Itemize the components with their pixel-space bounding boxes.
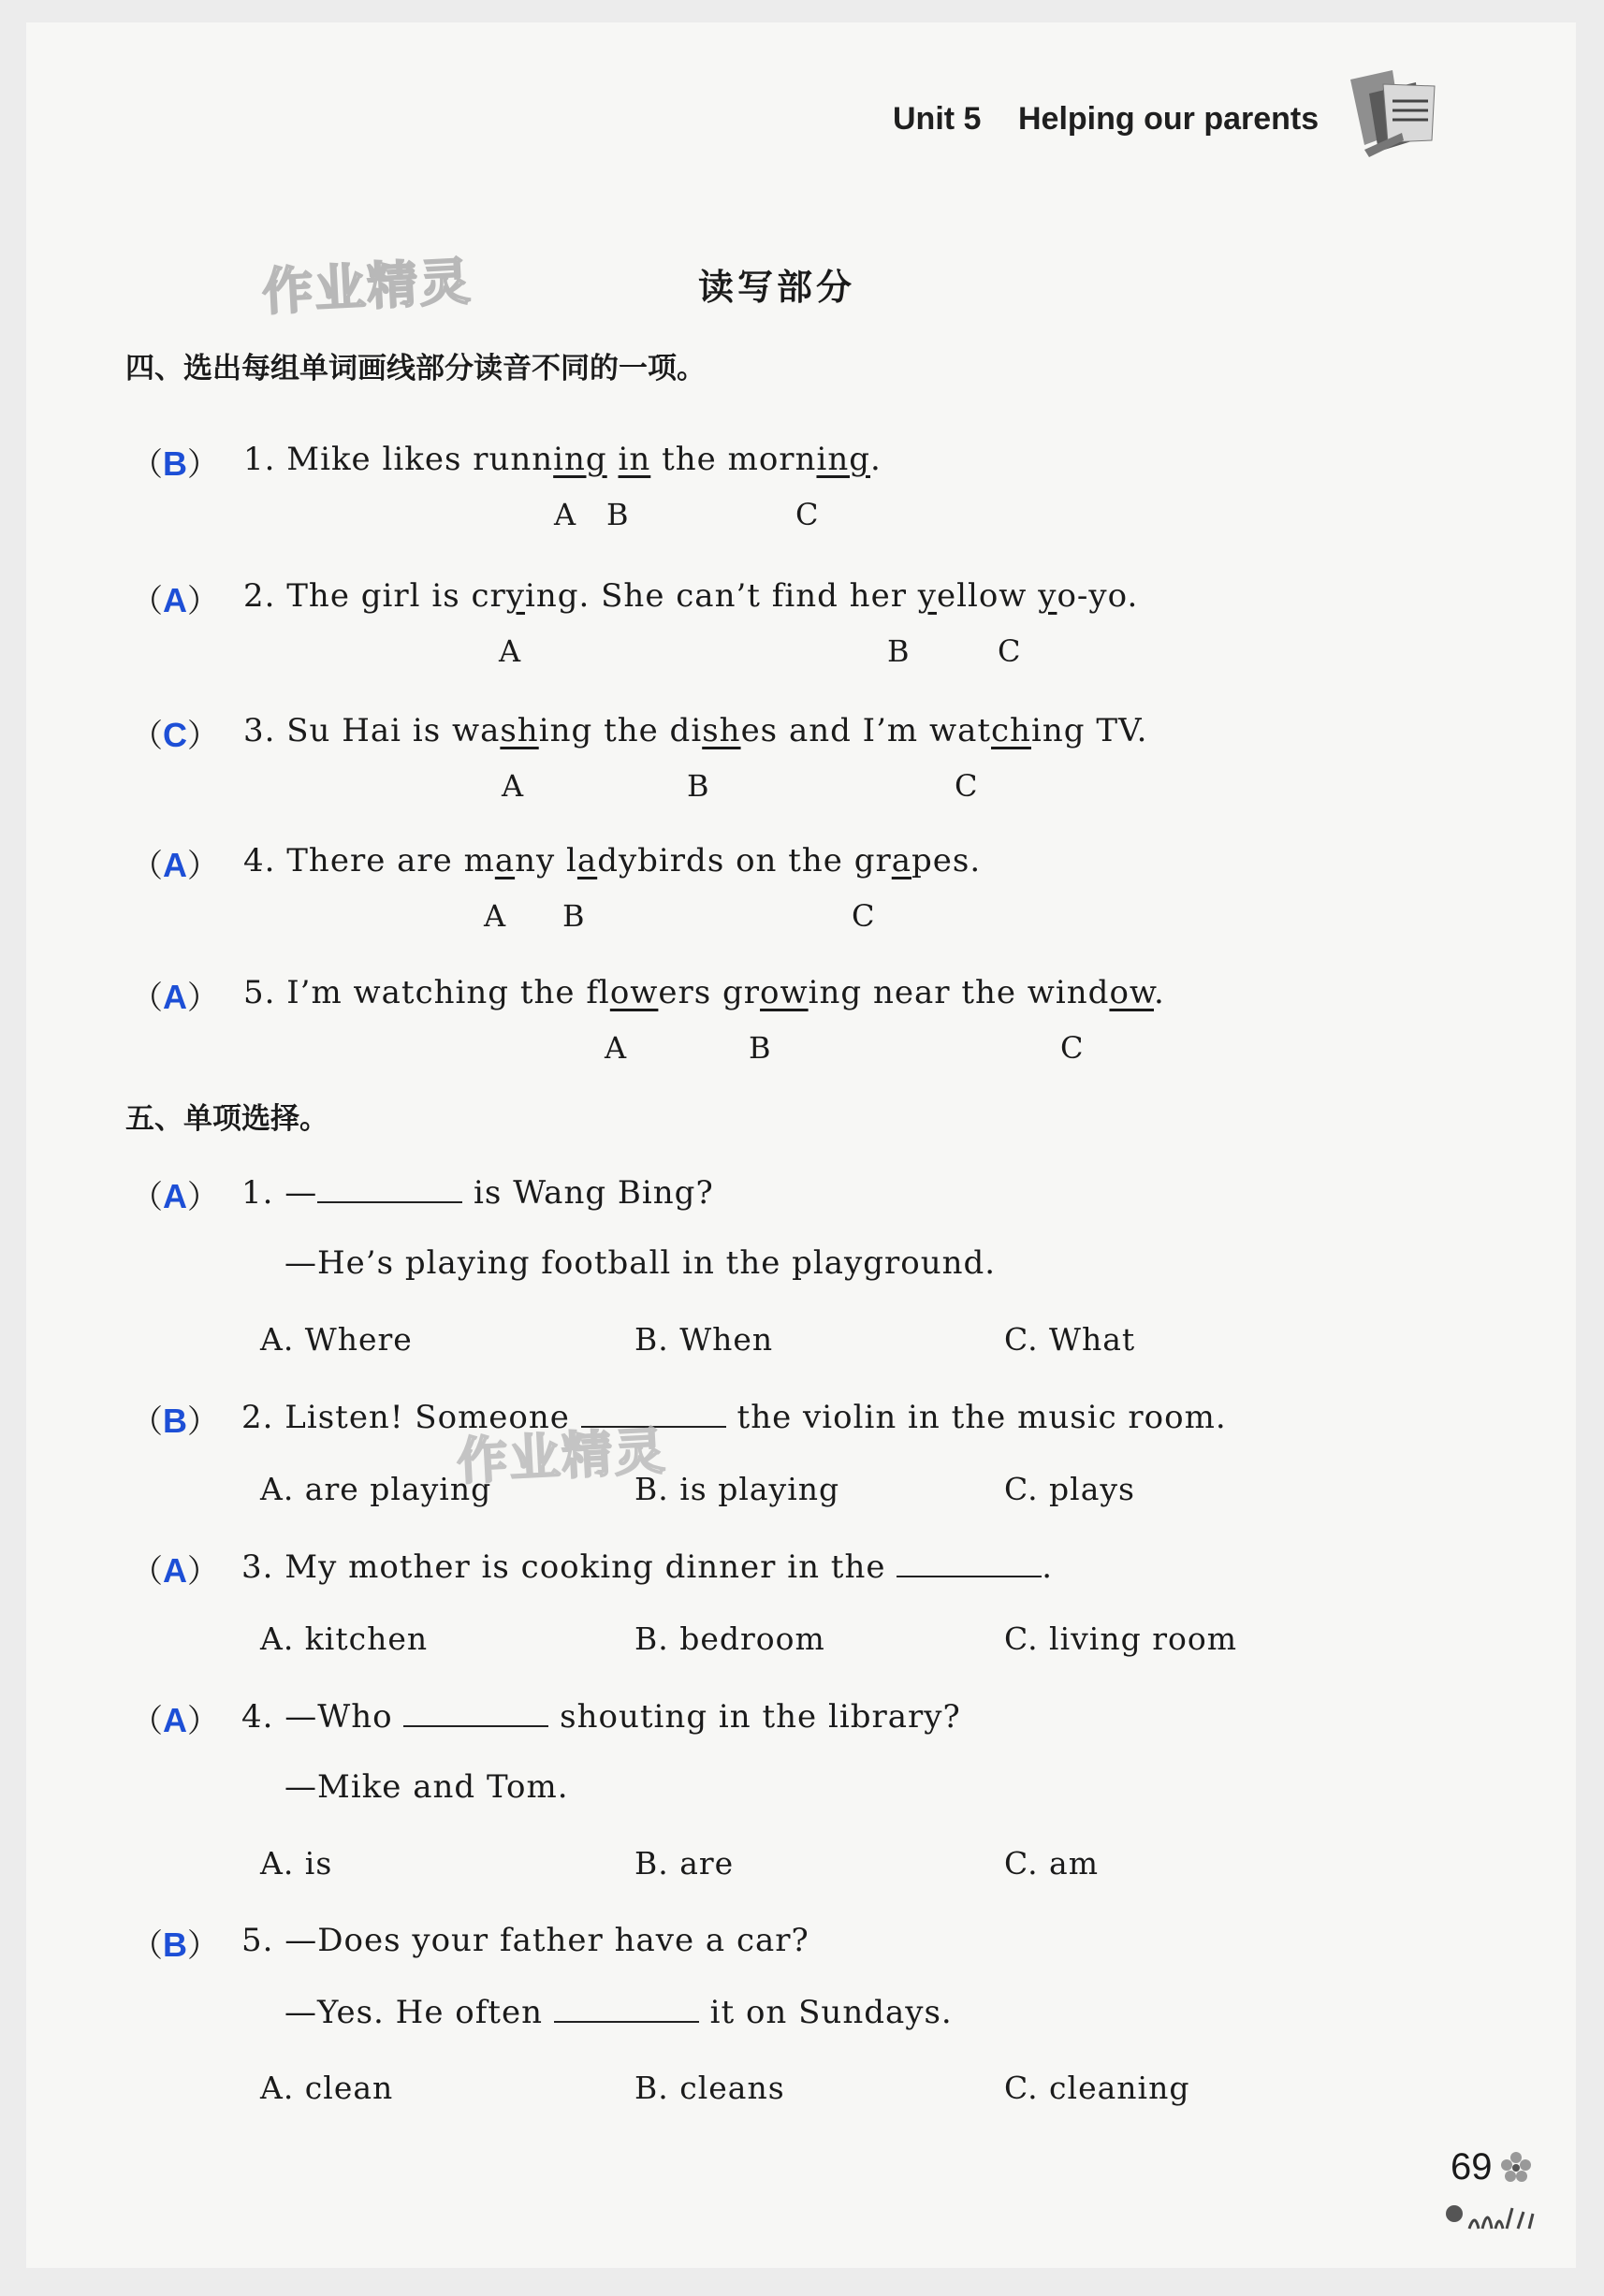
answer-letter: A	[163, 581, 187, 619]
option-label-a: A	[484, 898, 506, 934]
sentence-text: pes.	[911, 842, 982, 879]
dialogue-reply: —Mike and Tom.	[284, 1768, 569, 1806]
question-text: —Who	[284, 1698, 404, 1736]
underlined-sound-u2: y	[917, 577, 937, 615]
part5-answer-bracket	[131, 1171, 219, 1217]
part4-answer-bracket	[131, 710, 219, 756]
sentence	[243, 842, 981, 879]
option-label-b: B	[749, 1030, 771, 1066]
answer-blank[interactable]	[317, 1173, 462, 1203]
close-paren: ）	[187, 1179, 219, 1216]
underlined-sound-u1: ow	[609, 974, 659, 1011]
underlined-sound-u3: ing	[816, 441, 871, 478]
sentence-text: .	[870, 441, 882, 478]
answer-letter: A	[163, 846, 187, 884]
choice-option-a[interactable]: A. clean	[260, 2070, 394, 2106]
question-number: 4.	[241, 1698, 285, 1736]
underlined-sound-u1: ing	[553, 441, 607, 478]
sentence-text: ing TV.	[1030, 712, 1148, 749]
option-label-a: A	[554, 497, 576, 532]
part4-heading: 四、选出每组单词画线部分读音不同的一项。	[125, 352, 706, 385]
underlined-sound-u2: in	[618, 441, 651, 478]
question-text: shouting in the library?	[548, 1698, 961, 1736]
grass-decoration-icon	[1441, 2195, 1544, 2232]
option-label-b: B	[887, 633, 910, 669]
choice-option-a[interactable]: A. are playing	[260, 1471, 492, 1507]
sentence-text: dybirds on the gr	[597, 842, 892, 879]
sentence-text: ny l	[515, 842, 577, 879]
answer-letter: B	[163, 1402, 187, 1440]
sentence-text: ers gr	[658, 974, 761, 1011]
dialogue-reply: —He’s playing football in the playground.	[284, 1244, 997, 1282]
answer-letter: B	[163, 444, 187, 483]
option-label-b: B	[562, 898, 585, 934]
choice-option-b[interactable]: B. cleans	[634, 2070, 785, 2106]
open-paren: （	[131, 1403, 163, 1441]
watermark-logo-center: 作业精灵	[455, 1421, 668, 1491]
open-paren: （	[131, 980, 163, 1017]
open-paren: （	[131, 848, 163, 885]
open-paren: （	[131, 446, 163, 484]
question-text: My mother is cooking dinner in the	[284, 1548, 897, 1586]
question-line	[241, 1922, 809, 1959]
question-number: 5.	[241, 1922, 285, 1959]
underlined-sound-u3: ch	[991, 712, 1031, 749]
sentence-text: I’m watching the fl	[286, 974, 610, 1011]
question-line	[241, 1548, 1053, 1586]
part5-answer-bracket	[131, 1396, 219, 1442]
underlined-sound-u3: y	[1038, 577, 1057, 615]
question-number: 3.	[243, 712, 287, 749]
sentence-text: ing near the wind	[808, 974, 1110, 1011]
open-paren: （	[131, 1703, 163, 1740]
workbook-page	[26, 22, 1576, 2268]
choice-option-b[interactable]: B. is playing	[634, 1471, 840, 1507]
part5-answer-bracket	[131, 1695, 219, 1741]
choice-option-b[interactable]: B. When	[634, 1321, 774, 1358]
watermark-logo: 作业精灵	[260, 252, 474, 322]
choice-option-b[interactable]: B. are	[634, 1845, 735, 1882]
open-paren: （	[131, 1179, 163, 1216]
answer-letter: A	[163, 1551, 187, 1590]
question-line	[241, 1398, 1227, 1436]
answer-blank[interactable]	[554, 1993, 699, 2023]
unit-title: Helping our parents	[1018, 101, 1320, 137]
open-paren: （	[131, 718, 163, 755]
sentence	[243, 974, 1165, 1011]
question-line	[241, 1173, 714, 1212]
open-paren: （	[131, 583, 163, 620]
choice-option-a[interactable]: A. kitchen	[260, 1620, 429, 1657]
part4-answer-bracket	[131, 972, 219, 1018]
sentence-text: The girl is cr	[286, 577, 506, 615]
close-paren: ）	[187, 1403, 219, 1441]
sentence	[243, 441, 882, 478]
option-label-b: B	[606, 497, 629, 532]
sentence-text: es and I’m wat	[740, 712, 992, 749]
question-number: 2.	[243, 577, 287, 615]
part4-answer-bracket	[131, 840, 219, 886]
underlined-sound-u2: a	[576, 842, 598, 879]
question-text: Listen! Someone	[284, 1399, 581, 1436]
reply-text: it on Sundays.	[698, 1994, 953, 2031]
sentence-text: .	[1154, 974, 1165, 1011]
sentence-text: ing the di	[538, 712, 703, 749]
question-text: —Does your father have a car?	[284, 1922, 809, 1959]
section-title: 读写部分	[698, 267, 856, 308]
option-label-c: C	[955, 768, 978, 804]
sentence-text: Mike likes runn	[286, 441, 554, 478]
answer-blank[interactable]	[897, 1548, 1042, 1577]
option-label-b: B	[687, 768, 709, 804]
part5-heading: 五、单项选择。	[125, 1102, 328, 1136]
answer-letter: B	[163, 1925, 187, 1964]
part4-answer-bracket	[131, 439, 219, 485]
question-number: 1.	[241, 1174, 285, 1212]
option-label-c: C	[998, 633, 1021, 669]
unit-label: Unit 5	[893, 101, 982, 137]
part5-answer-bracket	[131, 1920, 219, 1966]
choice-option-a[interactable]: A. Where	[260, 1321, 413, 1358]
close-paren: ）	[187, 718, 219, 755]
flower-icon	[1497, 2148, 1535, 2186]
underlined-sound-u3: a	[891, 842, 912, 879]
open-paren: （	[131, 1553, 163, 1591]
answer-blank[interactable]	[403, 1697, 548, 1727]
underlined-sound-u2: ow	[760, 974, 809, 1011]
question-text: is Wang Bing?	[462, 1174, 714, 1212]
choice-option-c[interactable]: C. living room	[1004, 1620, 1238, 1657]
close-paren: ）	[187, 1703, 219, 1740]
sentence-text: ellow	[936, 577, 1039, 615]
question-text: .	[1042, 1548, 1054, 1586]
answer-letter: C	[163, 716, 187, 754]
question-number: 3.	[241, 1548, 285, 1586]
part4-answer-bracket	[131, 575, 219, 621]
option-label-c: C	[795, 497, 819, 532]
underlined-sound-u3: ow	[1109, 974, 1154, 1011]
close-paren: ）	[187, 1927, 219, 1965]
page-number: 69	[1451, 2146, 1493, 2187]
choice-option-a[interactable]: A. is	[260, 1845, 333, 1882]
choice-option-c[interactable]: C. am	[1004, 1845, 1100, 1882]
question-number: 5.	[243, 974, 287, 1011]
answer-letter: A	[163, 1177, 187, 1215]
choice-option-b[interactable]: B. bedroom	[634, 1620, 825, 1657]
choice-option-c[interactable]: C. cleaning	[1004, 2070, 1190, 2106]
sentence-text: ing. She can’t find her	[524, 577, 918, 615]
question-text: —	[284, 1174, 318, 1212]
underlined-sound-u1: a	[494, 842, 516, 879]
part5-answer-bracket	[131, 1546, 219, 1591]
header-notebook-icon	[1346, 65, 1449, 159]
sentence-text: There are m	[286, 842, 495, 879]
question-number: 4.	[243, 842, 287, 879]
choice-option-c[interactable]: C. plays	[1004, 1471, 1135, 1507]
answer-letter: A	[163, 978, 187, 1016]
close-paren: ）	[187, 583, 219, 620]
question-number: 1.	[243, 441, 287, 478]
close-paren: ）	[187, 446, 219, 484]
underlined-sound-u2: sh	[702, 712, 741, 749]
close-paren: ）	[187, 848, 219, 885]
option-label-a: A	[605, 1030, 627, 1066]
sentence	[243, 577, 1138, 615]
answer-letter: A	[163, 1701, 187, 1739]
option-label-c: C	[1060, 1030, 1084, 1066]
question-text: the violin in the music room.	[725, 1399, 1227, 1436]
close-paren: ）	[187, 1553, 219, 1591]
dialogue-reply	[284, 1993, 953, 2031]
underlined-sound-u1: y	[505, 577, 525, 615]
underlined-sound-u1: sh	[500, 712, 539, 749]
open-paren: （	[131, 1927, 163, 1965]
choice-option-c[interactable]: C. What	[1004, 1321, 1136, 1358]
close-paren: ）	[187, 980, 219, 1017]
sentence-text	[607, 441, 619, 478]
reply-text: —Yes. He often	[284, 1994, 554, 2031]
option-label-a: A	[499, 633, 521, 669]
sentence-text: Su Hai is wa	[286, 712, 501, 749]
sentence	[243, 712, 1147, 749]
sentence-text: o-yo.	[1057, 577, 1139, 615]
question-number: 2.	[241, 1399, 285, 1436]
option-label-a: A	[502, 768, 524, 804]
question-line	[241, 1697, 961, 1736]
option-label-c: C	[852, 898, 875, 934]
sentence-text: the morn	[650, 441, 817, 478]
